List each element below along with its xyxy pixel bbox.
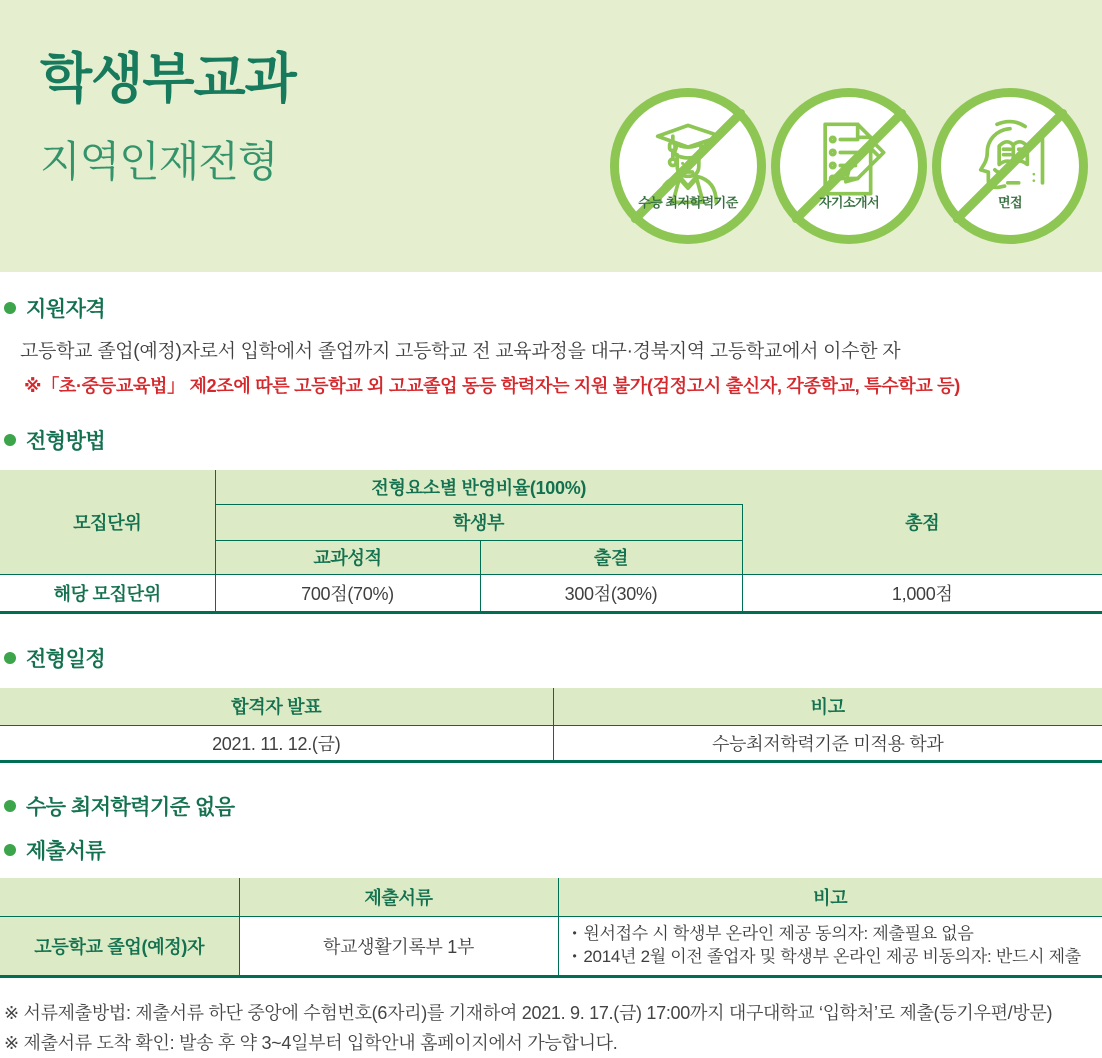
page-title: 학생부교과 [40, 36, 296, 113]
section-documents-heading [4, 835, 1102, 865]
cell-announce-date: 2021. 11. 12.(금) [0, 726, 553, 762]
section-method-heading [4, 425, 1102, 455]
header-titles [40, 36, 296, 189]
bullet-icon [4, 652, 16, 664]
badge-no-self-intro [771, 88, 927, 244]
section-heading-label: 수능 최저학력기준 없음 [26, 791, 235, 821]
section-schedule-heading [4, 643, 1102, 673]
col-header-note: 비고 [553, 688, 1102, 726]
col-header-target [0, 878, 239, 916]
cell-target: 고등학교 졸업(예정)자 [0, 916, 239, 976]
cell-unit: 해당 모집단위 [0, 574, 215, 612]
bullet-icon [4, 434, 16, 446]
page-header [0, 0, 1102, 272]
section-heading-label: 지원자격 [26, 293, 105, 323]
col-header-total: 총점 [742, 470, 1102, 574]
cell-total-score: 1,000점 [742, 574, 1102, 612]
eligibility-body-text: 고등학교 졸업(예정)자로서 입학에서 졸업까지 고등학교 전 교육과정을 대구·경북지역 고등학교에서 이수한 자 [20, 336, 1102, 363]
doc-note-line: • 원서접수 시 학생부 온라인 제공 동의자: 제출필요 없음 [573, 923, 1102, 946]
col-header-doc-note: 비고 [558, 878, 1102, 916]
footnote-submission-method: ※ 서류제출방법: 제출서류 하단 중앙에 수험번호(6자리)를 기재하여 2021. 9. 17.(금) 17:00까지 대구대학교 ‘입학처’로 제출(등기우편/방문) [4, 998, 1102, 1028]
badge-no-interview [932, 88, 1088, 244]
col-header-subject: 교과성적 [215, 540, 480, 574]
cell-docs: 학교생활기록부 1부 [239, 916, 558, 976]
footnotes [4, 998, 1102, 1058]
cell-schedule-note: 수능최저학력기준 미적용 학과 [553, 726, 1102, 762]
col-header-unit: 모집단위 [0, 470, 215, 574]
main-content [0, 293, 1102, 1058]
schedule-table [0, 688, 1102, 764]
documents-table [0, 878, 1102, 978]
bullet-icon [4, 844, 16, 856]
badge-label: 자기소개서 [780, 192, 918, 211]
cell-subject-score: 700점(70%) [215, 574, 480, 612]
col-header-school-record: 학생부 [215, 504, 742, 540]
col-header-ratio: 전형요소별 반영비율(100%) [215, 470, 742, 504]
col-header-announce: 합격자 발표 [0, 688, 553, 726]
eligibility-red-note: ※「초·중등교육법」 제2조에 따른 고등학교 외 고교졸업 동등 학력자는 지원 불가(검정고시 출신자, 각종학교, 특수학교 등) [24, 372, 1102, 398]
section-eligibility-heading [4, 293, 1102, 323]
cell-attendance-score: 300점(30%) [480, 574, 742, 612]
footnote-arrival-check: ※ 제출서류 도착 확인: 발송 후 약 3~4일부터 입학안내 홈페이지에서 가능합니다. [4, 1028, 1102, 1058]
page-subtitle: 지역인재전형 [40, 129, 296, 189]
col-header-attendance: 출결 [480, 540, 742, 574]
badge-label: 수능 최저학력기준 [619, 192, 757, 211]
method-table [0, 470, 1102, 614]
badge-label: 면접 [941, 192, 1079, 211]
bullet-icon [4, 800, 16, 812]
doc-note-line: • 2014년 2월 이전 졸업자 및 학생부 온라인 제공 비동의자: 반드시 제출 [573, 946, 1102, 969]
cell-doc-notes [558, 916, 1102, 976]
badge-no-csat-minimum [610, 88, 766, 244]
not-required-badges [610, 88, 1088, 244]
bullet-icon [4, 302, 16, 314]
section-heading-label: 제출서류 [26, 835, 105, 865]
section-minimum-heading [4, 791, 1102, 821]
section-heading-label: 전형일정 [26, 643, 105, 673]
section-heading-label: 전형방법 [26, 425, 105, 455]
col-header-docs: 제출서류 [239, 878, 558, 916]
